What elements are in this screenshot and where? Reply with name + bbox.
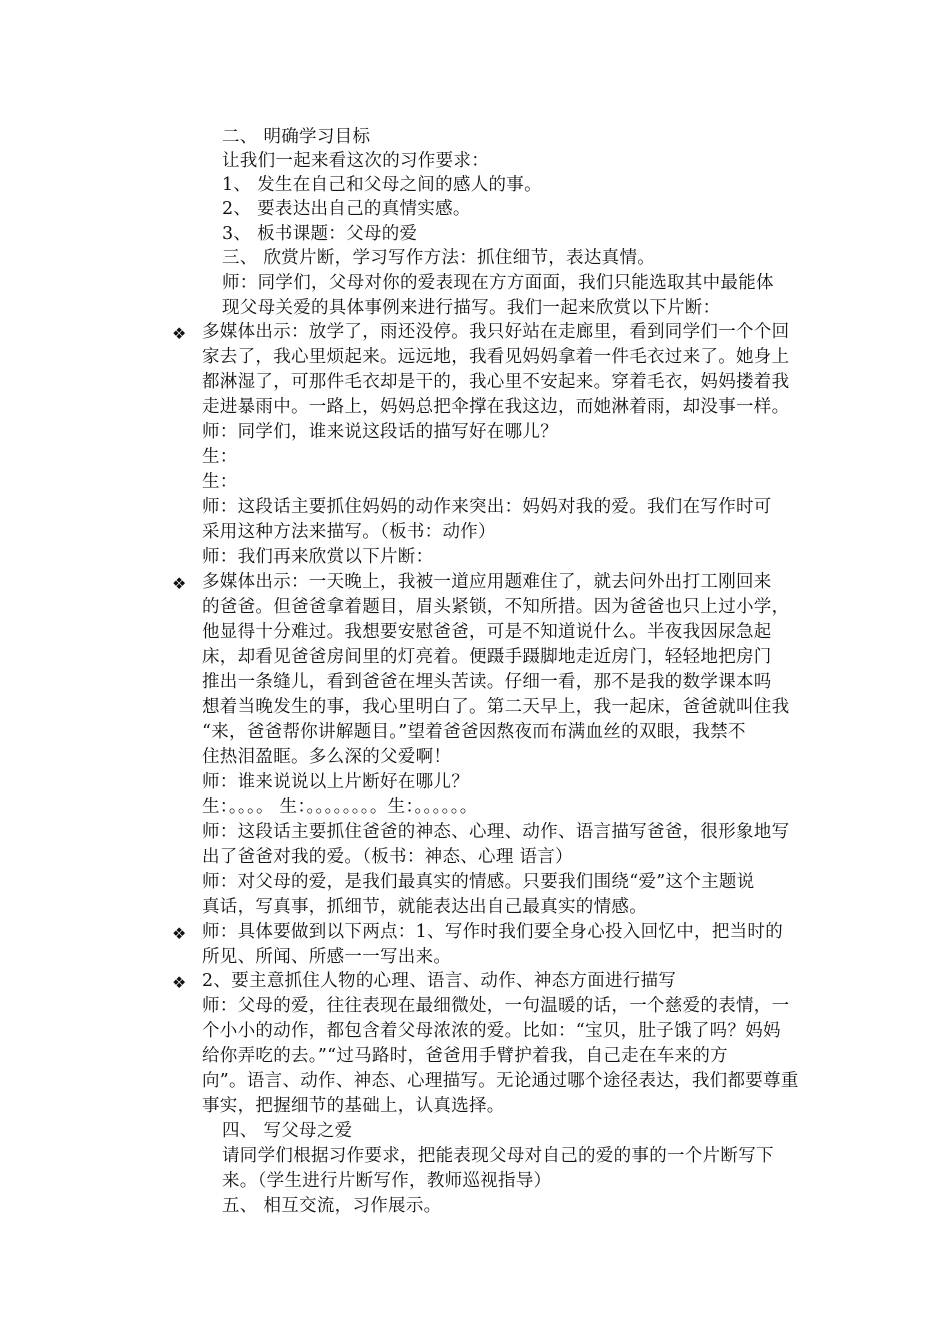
paragraph-line: 推出一条缝儿，看到爸爸在埋头苦读。仔细一看，那不是我的数学课本吗 xyxy=(202,672,772,692)
paragraph-line: 走进暴雨中。一路上，妈妈总把伞撑在我这边，而她淋着雨，却没事一样。 xyxy=(202,397,790,417)
paragraph-line: 2、要主意抓住人物的心理、语言、动作、神态方面进行描写 xyxy=(202,971,677,991)
section-heading-3: 三、 欣赏片断，学习写作方法：抓住细节，表达真情。 xyxy=(222,248,656,268)
section-heading-5: 五、 相互交流，习作展示。 xyxy=(222,1196,442,1216)
paragraph-line: 师：具体要做到以下两点：1、写作时我们要全身心投入回忆中，把当时的 xyxy=(202,922,784,942)
paragraph-line: 现父母关爱的具体事例来进行描写。我们一起来欣赏以下片断： xyxy=(222,298,721,318)
bullet-icon: ❖ xyxy=(172,324,187,343)
section-heading-2: 二、 明确学习目标 xyxy=(222,127,371,147)
list-item: 2、 要表达出自己的真情实感。 xyxy=(222,199,471,219)
paragraph-line: 个小小的动作，都包含着父母浓浓的爱。比如：“宝贝，肚子饿了吗？妈妈 xyxy=(202,1021,781,1041)
paragraph-line: 师：对父母的爱，是我们最真实的情感。只要我们围绕“爱”这个主题说 xyxy=(202,872,755,892)
paragraph-line: 向”。语言、动作、神态、心理描写。无论通过哪个途径表达，我们都要尊重 xyxy=(202,1071,799,1091)
paragraph-line: 让我们一起来看这次的习作要求： xyxy=(222,151,489,171)
paragraph-line: 师：我们再来欣赏以下片断： xyxy=(202,547,434,567)
paragraph-line: 生： xyxy=(202,447,238,467)
paragraph-line: 家去了，我心里烦起来。远远地，我看见妈妈拿着一件毛衣过来了。她身上 xyxy=(202,347,790,367)
paragraph-line: 采用这种方法来描写。（板书：动作） xyxy=(202,522,496,542)
paragraph-line: 请同学们根据习作要求，把能表现父母对自己的爱的事的一个片断写下 xyxy=(222,1146,774,1166)
paragraph-line: 所见、所闻、所感一一写出来。 xyxy=(202,947,452,967)
paragraph-line: 多媒体出示：放学了，雨还没停。我只好站在走廊里，看到同学们一个个回 xyxy=(202,322,790,342)
paragraph-line: 想着当晚发生的事，我心里明白了。第二天早上，我一起床，爸爸就叫住我 xyxy=(202,697,790,717)
paragraph-line: 师：父母的爱，往往表现在最细微处，一句温暖的话，一个慈爱的表情，一 xyxy=(202,996,790,1016)
paragraph-line: 多媒体出示：一天晚上，我被一道应用题难住了，就去问外出打工刚回来 xyxy=(202,572,772,592)
paragraph-line: 真话，写真事，抓细节，就能表达出自己最真实的情感。 xyxy=(202,897,647,917)
paragraph-line: 师：这段话主要抓住爸爸的神态、心理、动作、语言描写爸爸，很形象地写 xyxy=(202,822,790,842)
paragraph-line: 师：同学们，父母对你的爱表现在方方面面，我们只能选取其中最能体 xyxy=(222,273,774,293)
paragraph-line: 师：这段话主要抓住妈妈的动作来突出：妈妈对我的爱。我们在写作时可 xyxy=(202,497,772,517)
paragraph-line: “来，爸爸帮你讲解题目。”望着爸爸因熬夜而布满血丝的双眼，我禁不 xyxy=(202,722,746,742)
paragraph-line: 师：同学们，谁来说这段话的描写好在哪儿？ xyxy=(202,422,558,442)
bullet-icon: ❖ xyxy=(172,924,187,943)
paragraph-line: 他显得十分难过。我想要安慰爸爸，可是不知道说什么。半夜我因尿急起 xyxy=(202,622,772,642)
paragraph-line: 住热泪盈眶。多么深的父爱啊！ xyxy=(202,747,452,767)
paragraph-line: 床，却看见爸爸房间里的灯亮着。便蹑手蹑脚地走近房门，轻轻地把房门 xyxy=(202,647,772,667)
paragraph-line: 生： xyxy=(202,472,238,492)
paragraph-line: 出了爸爸对我的爱。（板书：神态、心理 语言） xyxy=(202,847,573,867)
bullet-icon: ❖ xyxy=(172,574,187,593)
paragraph-line: 的爸爸。但爸爸拿着题目，眉头紧锁，不知所措。因为爸爸也只上过小学， xyxy=(202,597,790,617)
paragraph-line: 给你弄吃的去。”“过马路时，爸爸用手臂护着我，自己走在车来的方 xyxy=(202,1046,728,1066)
paragraph-line: 生：。。。。 生：。。。。。。。。生：。。。。。。 xyxy=(202,797,478,817)
section-heading-4: 四、 写父母之爱 xyxy=(222,1121,353,1141)
paragraph-line: 事实，把握细节的基础上，认真选择。 xyxy=(202,1096,505,1116)
bullet-icon: ❖ xyxy=(172,973,187,992)
list-item: 1、 发生在自己和父母之间的感人的事。 xyxy=(222,175,542,195)
paragraph-line: 师：谁来说说以上片断好在哪儿？ xyxy=(202,772,469,792)
list-item: 3、 板书课题：父母的爱 xyxy=(222,224,418,244)
paragraph-line: 都淋湿了，可那件毛衣却是干的，我心里不安起来。穿着毛衣，妈妈搂着我 xyxy=(202,372,790,392)
paragraph-line: 来。（学生进行片断写作，教师巡视指导） xyxy=(222,1171,552,1191)
